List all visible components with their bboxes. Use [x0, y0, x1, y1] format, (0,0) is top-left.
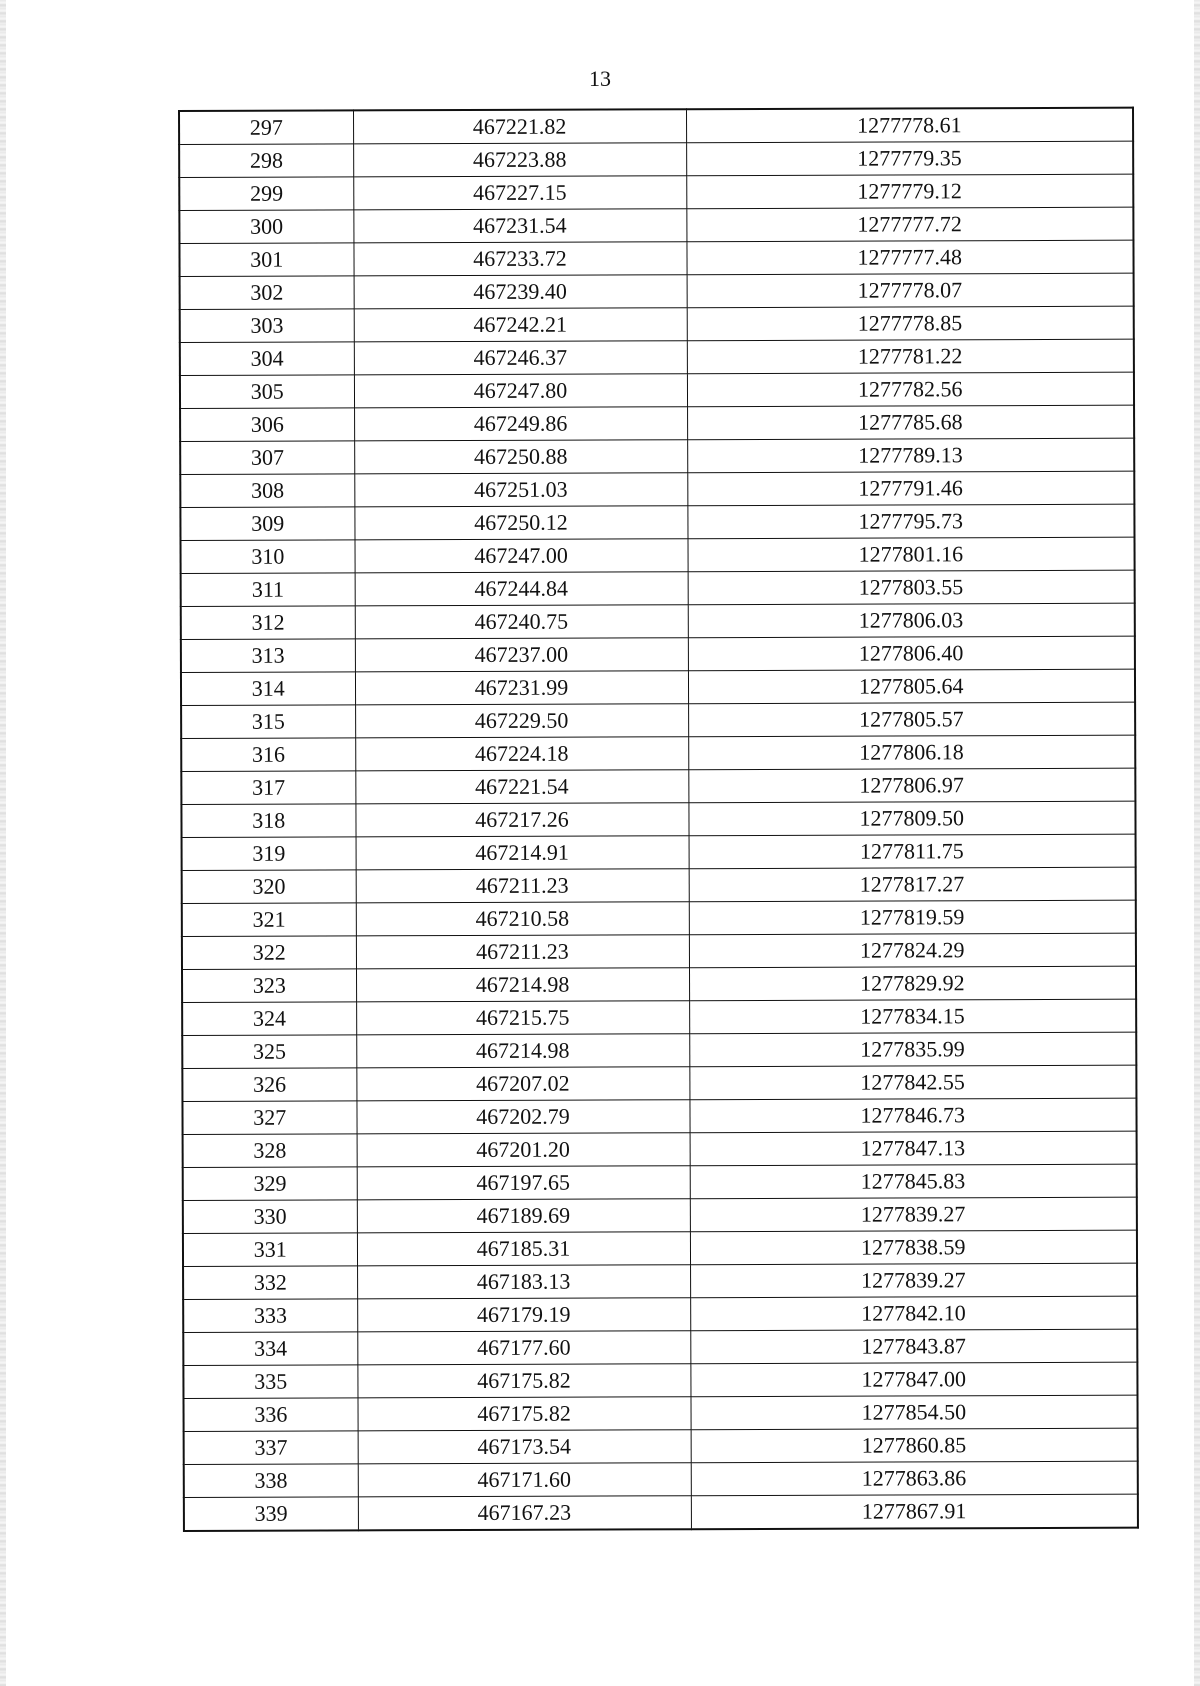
- table-row: [183, 1395, 1137, 1431]
- point-number-cell: 324: [182, 1002, 356, 1036]
- table-row: [179, 108, 1133, 145]
- x-coordinate-cell: 467214.98: [356, 1034, 689, 1068]
- y-coordinate-cell: 1277839.27: [690, 1263, 1137, 1298]
- x-coordinate-cell: 467197.65: [357, 1166, 690, 1200]
- table-row: [181, 537, 1135, 573]
- table-row: [183, 1230, 1137, 1266]
- x-coordinate-cell: 467183.13: [357, 1265, 690, 1299]
- coordinate-table-body: [179, 108, 1138, 1531]
- point-number-cell: 307: [180, 441, 354, 475]
- x-coordinate-cell: 467246.37: [354, 341, 687, 375]
- point-number-cell: 315: [181, 705, 355, 739]
- point-number-cell: 335: [183, 1365, 357, 1399]
- point-number-cell: 299: [179, 177, 353, 211]
- table-row: [182, 1032, 1136, 1068]
- y-coordinate-cell: 1277806.97: [688, 768, 1135, 803]
- point-number-cell: 328: [183, 1134, 357, 1168]
- table-row: [181, 801, 1135, 837]
- table-row: [179, 141, 1133, 177]
- point-number-cell: 334: [183, 1332, 357, 1366]
- table-row: [179, 240, 1133, 276]
- y-coordinate-cell: 1277803.55: [688, 570, 1135, 605]
- x-coordinate-cell: 467247.80: [354, 374, 687, 408]
- table-row: [183, 1164, 1137, 1200]
- y-coordinate-cell: 1277854.50: [690, 1395, 1137, 1430]
- table-row: [180, 504, 1134, 540]
- table-row: [180, 273, 1134, 309]
- table-row: [182, 999, 1136, 1035]
- point-number-cell: 326: [182, 1068, 356, 1102]
- x-coordinate-cell: 467231.54: [353, 209, 686, 243]
- y-coordinate-cell: 1277777.72: [686, 207, 1133, 242]
- y-coordinate-cell: 1277835.99: [689, 1032, 1136, 1067]
- point-number-cell: 318: [181, 804, 355, 838]
- table-row: [182, 834, 1136, 870]
- scan-edge-right: [1194, 0, 1200, 1686]
- x-coordinate-cell: 467201.20: [357, 1133, 690, 1167]
- y-coordinate-cell: 1277806.18: [688, 735, 1135, 770]
- y-coordinate-cell: 1277777.48: [686, 240, 1133, 275]
- point-number-cell: 317: [181, 771, 355, 805]
- y-coordinate-cell: 1277838.59: [690, 1230, 1137, 1265]
- point-number-cell: 306: [180, 408, 354, 442]
- point-number-cell: 305: [180, 375, 354, 409]
- y-coordinate-cell: 1277842.55: [689, 1065, 1136, 1100]
- page-number: 13: [589, 66, 611, 91]
- table-row: [184, 1428, 1138, 1464]
- table-row: [181, 735, 1135, 771]
- y-coordinate-cell: 1277863.86: [691, 1461, 1138, 1496]
- table-row: [180, 306, 1134, 342]
- point-number-cell: 329: [183, 1167, 357, 1201]
- x-coordinate-cell: 467250.88: [354, 440, 687, 474]
- table-row: [182, 1098, 1136, 1134]
- y-coordinate-cell: 1277778.61: [686, 108, 1133, 143]
- x-coordinate-cell: 467250.12: [354, 506, 687, 540]
- x-coordinate-cell: 467185.31: [357, 1232, 690, 1266]
- x-coordinate-cell: 467240.75: [355, 605, 688, 639]
- table-row: [180, 438, 1134, 474]
- y-coordinate-cell: 1277789.13: [687, 438, 1134, 473]
- x-coordinate-cell: 467167.23: [358, 1496, 691, 1531]
- y-coordinate-cell: 1277846.73: [689, 1098, 1136, 1133]
- table-row: [181, 570, 1135, 606]
- y-coordinate-cell: 1277847.00: [690, 1362, 1137, 1397]
- y-coordinate-cell: 1277779.35: [686, 141, 1133, 176]
- x-coordinate-cell: 467229.50: [355, 704, 688, 738]
- x-coordinate-cell: 467175.82: [357, 1397, 690, 1431]
- point-number-cell: 304: [180, 342, 354, 376]
- point-number-cell: 302: [180, 276, 354, 310]
- x-coordinate-cell: 467214.91: [356, 836, 689, 870]
- point-number-cell: 313: [181, 639, 355, 673]
- y-coordinate-cell: 1277809.50: [688, 801, 1135, 836]
- point-number-cell: 337: [184, 1431, 358, 1465]
- y-coordinate-cell: 1277817.27: [689, 867, 1136, 902]
- x-coordinate-cell: 467179.19: [357, 1298, 690, 1332]
- scan-edge-left: [0, 0, 6, 1686]
- point-number-cell: 298: [179, 144, 353, 178]
- x-coordinate-cell: 467211.23: [356, 869, 689, 903]
- point-number-cell: 331: [183, 1233, 357, 1267]
- table-row: [180, 471, 1134, 507]
- table-row: [181, 669, 1135, 705]
- x-coordinate-cell: 467221.54: [355, 770, 688, 804]
- x-coordinate-cell: 467237.00: [355, 638, 688, 672]
- y-coordinate-cell: 1277781.22: [687, 339, 1134, 374]
- y-coordinate-cell: 1277867.91: [691, 1494, 1138, 1529]
- table-row: [181, 636, 1135, 672]
- y-coordinate-cell: 1277824.29: [689, 933, 1136, 968]
- table-row: [180, 339, 1134, 375]
- table-row: [182, 966, 1136, 1002]
- point-number-cell: 316: [181, 738, 355, 772]
- y-coordinate-cell: 1277843.87: [690, 1329, 1137, 1364]
- point-number-cell: 338: [184, 1464, 358, 1498]
- y-coordinate-cell: 1277842.10: [690, 1296, 1137, 1331]
- table-row: [182, 867, 1136, 903]
- point-number-cell: 336: [183, 1398, 357, 1432]
- x-coordinate-cell: 467214.98: [356, 968, 689, 1002]
- table-row: [180, 372, 1134, 408]
- table-row: [181, 768, 1135, 804]
- x-coordinate-cell: 467227.15: [353, 176, 686, 210]
- x-coordinate-cell: 467224.18: [355, 737, 688, 771]
- y-coordinate-cell: 1277819.59: [689, 900, 1136, 935]
- y-coordinate-cell: 1277829.92: [689, 966, 1136, 1001]
- table-row: [182, 1065, 1136, 1101]
- y-coordinate-cell: 1277847.13: [690, 1131, 1137, 1166]
- table-row: [183, 1296, 1137, 1332]
- table-row: [181, 702, 1135, 738]
- point-number-cell: 310: [181, 540, 355, 574]
- x-coordinate-cell: 467233.72: [353, 242, 686, 276]
- y-coordinate-cell: 1277805.57: [688, 702, 1135, 737]
- y-coordinate-cell: 1277805.64: [688, 669, 1135, 704]
- point-number-cell: 325: [182, 1035, 356, 1069]
- table-row: [184, 1494, 1138, 1531]
- table-row: [183, 1329, 1137, 1365]
- point-number-cell: 309: [180, 507, 354, 541]
- y-coordinate-cell: 1277839.27: [690, 1197, 1137, 1232]
- x-coordinate-cell: 467171.60: [358, 1463, 691, 1497]
- table-row: [180, 405, 1134, 441]
- y-coordinate-cell: 1277778.85: [687, 306, 1134, 341]
- y-coordinate-cell: 1277791.46: [687, 471, 1134, 506]
- point-number-cell: 321: [182, 903, 356, 937]
- x-coordinate-cell: 467217.26: [355, 803, 688, 837]
- y-coordinate-cell: 1277834.15: [689, 999, 1136, 1034]
- y-coordinate-cell: 1277795.73: [687, 504, 1134, 539]
- table-row: [179, 174, 1133, 210]
- y-coordinate-cell: 1277779.12: [686, 174, 1133, 209]
- x-coordinate-cell: 467215.75: [356, 1001, 689, 1035]
- y-coordinate-cell: 1277782.56: [687, 372, 1134, 407]
- y-coordinate-cell: 1277845.83: [690, 1164, 1137, 1199]
- x-coordinate-cell: 467173.54: [358, 1430, 691, 1464]
- y-coordinate-cell: 1277801.16: [687, 537, 1134, 572]
- point-number-cell: 323: [182, 969, 356, 1003]
- x-coordinate-cell: 467251.03: [354, 473, 687, 507]
- point-number-cell: 308: [180, 474, 354, 508]
- x-coordinate-cell: 467211.23: [356, 935, 689, 969]
- point-number-cell: 311: [181, 573, 355, 607]
- point-number-cell: 333: [183, 1299, 357, 1333]
- x-coordinate-cell: 467202.79: [356, 1100, 689, 1134]
- y-coordinate-cell: 1277811.75: [689, 834, 1136, 869]
- x-coordinate-cell: 467175.82: [357, 1364, 690, 1398]
- y-coordinate-cell: 1277806.40: [688, 636, 1135, 671]
- x-coordinate-cell: 467247.00: [355, 539, 688, 573]
- point-number-cell: 297: [179, 110, 353, 144]
- x-coordinate-cell: 467239.40: [354, 275, 687, 309]
- y-coordinate-cell: 1277860.85: [691, 1428, 1138, 1463]
- point-number-cell: 314: [181, 672, 355, 706]
- point-number-cell: 332: [183, 1266, 357, 1300]
- x-coordinate-cell: 467207.02: [356, 1067, 689, 1101]
- point-number-cell: 339: [184, 1497, 358, 1531]
- table-row: [183, 1131, 1137, 1167]
- point-number-cell: 320: [182, 870, 356, 904]
- x-coordinate-cell: 467231.99: [355, 671, 688, 705]
- table-row: [179, 207, 1133, 243]
- table-row: [184, 1461, 1138, 1497]
- y-coordinate-cell: 1277785.68: [687, 405, 1134, 440]
- point-number-cell: 330: [183, 1200, 357, 1234]
- table-row: [183, 1263, 1137, 1299]
- x-coordinate-cell: 467223.88: [353, 143, 686, 177]
- x-coordinate-cell: 467244.84: [355, 572, 688, 606]
- table-row: [181, 603, 1135, 639]
- x-coordinate-cell: 467221.82: [353, 109, 686, 144]
- point-number-cell: 300: [179, 210, 353, 244]
- x-coordinate-cell: 467242.21: [354, 308, 687, 342]
- x-coordinate-cell: 467249.86: [354, 407, 687, 441]
- table-row: [182, 900, 1136, 936]
- point-number-cell: 319: [182, 837, 356, 871]
- point-number-cell: 327: [182, 1101, 356, 1135]
- point-number-cell: 301: [179, 243, 353, 277]
- table-row: [182, 933, 1136, 969]
- point-number-cell: 322: [182, 936, 356, 970]
- table-row: [183, 1197, 1137, 1233]
- coordinate-table: [178, 107, 1139, 1532]
- point-number-cell: 303: [180, 309, 354, 343]
- table-row: [183, 1362, 1137, 1398]
- y-coordinate-cell: 1277806.03: [688, 603, 1135, 638]
- x-coordinate-cell: 467177.60: [357, 1331, 690, 1365]
- y-coordinate-cell: 1277778.07: [687, 273, 1134, 308]
- x-coordinate-cell: 467210.58: [356, 902, 689, 936]
- x-coordinate-cell: 467189.69: [357, 1199, 690, 1233]
- point-number-cell: 312: [181, 606, 355, 640]
